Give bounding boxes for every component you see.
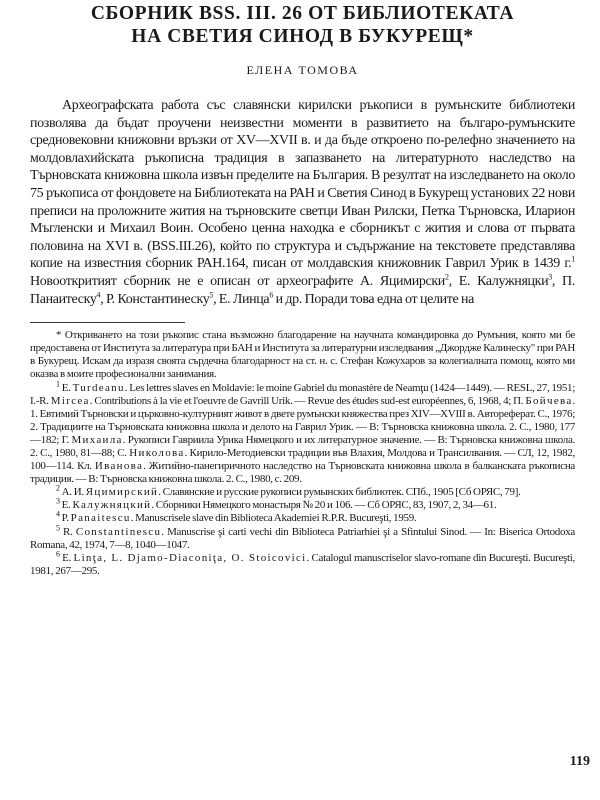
footnote-ref-1: 1 (571, 254, 575, 264)
footnote-ref-2: 2 (444, 272, 449, 282)
title-line-2: НА СВЕТИЯ СИНОД В БУКУРЕЩ* (131, 26, 474, 47)
title-line-1: СБОРНИК BSS. III. 26 ОТ БИБЛИОТЕКАТА (90, 3, 515, 24)
footnote-divider (30, 322, 185, 323)
page (30, 0, 575, 800)
footnote-star: * Откриването на този ръкопис стана възможно благодарение на научната командировка до Румъния, която ми бе предоставена от Института за литература при БАН и Института за литературни изследвания „Джордже Калинеску" при РАН в Букурещ. Искам да изразя своята сърдечна благодарност на ст. н. с. Стефан Кожухаров за колегиалната помощ, която ми оказва в моите професионални занимания. (30, 329, 575, 381)
footnote-ref-6: 6 (269, 289, 273, 299)
footnote-ref-3: 3 (548, 272, 552, 282)
footnote-4: $^4$ P. Panaitescu. Manuscrisele slave din Biblioteca Akademiei R.P.R. Bucureşti, 1959. (56, 509, 417, 525)
page-number: 119 (569, 754, 590, 769)
footnote-6: $^6$ E. Linţa, L. Djamo-Diaconiţa, O. Stoicovici. Catalogul manuscriselor slavo-romane din Bucureşti. Bucureşti, 1981, 267—295. (30, 549, 575, 577)
footnotes (30, 329, 575, 578)
footnote-2: $^2$ А. И. Яцимирский. Славянские и русские рукописи румынских библиотек. СПб., 1905 [Сб ОРЯС, 79]. (56, 483, 521, 499)
author-name: ЕЛЕНА ТОМОВА (246, 63, 359, 77)
article-title (30, 0, 575, 48)
body-paragraph: Археографската работа със славянски кирилски ръкописи в румънските библиотеки позволява да бъдат проучени неизвестни моменти в развитието на българо-румънските средновековни книжовни връзки от XV—XVII в. и да бъде откроено по-релефно значението на молдовлахийската ръкописна традиция в запазването на литературното наследство на Търновската книжовна школа извън пределите на България. В резултат на изследването на около 75 ръкописа от фондовете на Библиотеката на РАН и Светия Синод в Букурещ установих 22 нови преписи на проложните жития на търновските светци Иван Рилски, Петка Търновска, Иларион Мъгленски и Михаил Воин. Особено ценна находка е сборникът с жития и слова от първата половина на XVI в. (BSS.III.26), който по структура и съдържание на текстовете представлява копие на известния сборник РАН.164, писан от молдавския книжовник Гаврил Урик в 1439 г.$^1$ Новооткритият сборник не е описан от археографите А. Яцимирски$^2$, Е. Калужняцки$^3$, П. Панаитеску$^4$, Р. Константинеску$^5$, Е. Линца$^6$ и др. Поради това една от целите на (30, 98, 575, 307)
footnote-ref-4: 4 (96, 289, 101, 299)
footnote-ref-5: 5 (209, 289, 214, 299)
footnote-5: $^5$ R. Constantinescu. Manuscrise şi carti vechi din Biblioteca Patriarhiei şi a Sfintului Sinod. — In: Biserica Ortodoxa Romana, 42, 1974, 7—8, 1040—1047. (30, 522, 575, 551)
footnote-3: $^3$ Е. Калужняцкий. Сборники Нямецкого монастыря № 20 и 106. — Сб ОРЯС, 83, 1907, 2, 34—61. (56, 496, 497, 512)
footnote-1: $^1$ E. Turdeanu. Les lettres slaves en Moldavie: le moine Gabriel du monastère de Neamţu (1424—1449). — RESL, 27, 1951; I.-R. Mircea. Contributions à la vie et l'oeuvre de Gavrill Urik. — Revue des études sud-est européennes, 6, 1968, 4; П. Бойчева. 1. Евтимий Търновски и църковно-културният живот в дветe румънски княжества през XIV—XVIII в. Автореферат. С., 1976; 2. Традициите на Търновската книжовна школа и делото на Гаврил Урик. — В: Търновска книжовна школа. 2. С., 1980, 177—182; Г. Михаила. Рукописи Гавриила Урика Нямецкого и их литературное значение. — В: Търновска книжовна школа. 2. С., 1980, 81—88; С. Николова. Кирило-Методиевски традиции във Влахия, Молдова и Трансилвания. — СЛ, 12, 1982, 100—114. Кл. Иванова. Житийно-панегиричното наследство на Търновската книжовна школа в балканската ръкописна традиция. — В: Търновска книжовна школа. 2. С., 1980, с. 209. (30, 378, 575, 486)
